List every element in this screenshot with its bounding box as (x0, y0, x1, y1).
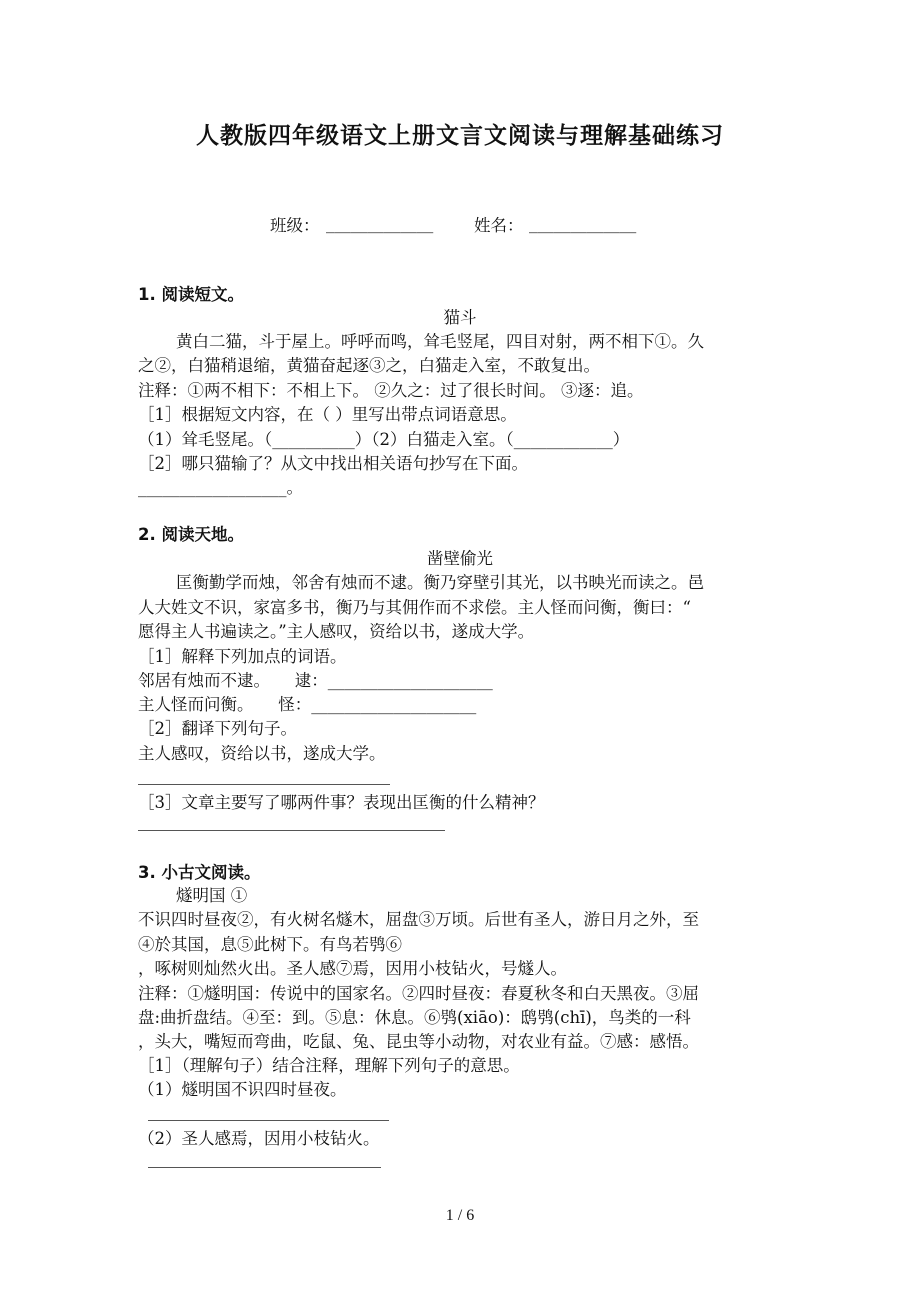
section3-note-line-1: 注释：①燧明国：传说中的国家名。②四时昼夜：春夏秋冬和白天黑夜。③屈 (138, 984, 699, 1003)
section3-question-1-item-1: （1）燧明国不识四时昼夜。 (138, 1080, 347, 1099)
section2-question-1-item-2: 主人怪而问衡。 怪：____________________ (138, 695, 477, 714)
class-blank: _____________ (326, 214, 434, 233)
name-blank: _____________ (529, 214, 637, 233)
section2-passage-title: 凿壁偷光 (427, 549, 493, 568)
section3-note-line-2: 盘:曲折盘结。④至：到。⑤息：休息。⑥鸮(xiāo)：鸱鸮(chī)，鸟类的一科 (138, 1008, 691, 1027)
section3-note-line-3: ，头大，嘴短而弯曲，吃鼠、兔、昆虫等小动物，对农业有益。⑦感：感悟。 (138, 1032, 699, 1051)
section1-heading: 1. 阅读短文。 (138, 285, 244, 304)
section2-heading: 2. 阅读天地。 (138, 525, 244, 544)
section1-passage-line-1: 黄白二猫，斗于屋上。呼呼而鸣，耸毛竖尾，四目对射，两不相下①。久 (176, 332, 704, 351)
section2-question-2: ［2］翻译下列句子。 (138, 719, 297, 738)
section1-passage-title: 猫斗 (443, 308, 477, 327)
section2-answer-line-1 (138, 784, 390, 785)
section2-question-1: ［1］解释下列加点的词语。 (138, 647, 347, 666)
section3-passage-line-2: ④於其国，息⑤此树下。有鸟若鸮⑥ (138, 935, 402, 954)
section3-question-1-item-2: （2）圣人感焉，因用小枝钻火。 (138, 1129, 380, 1148)
section1-question-1: ［1］根据短文内容，在（ ）里写出带点词语意思。 (138, 405, 517, 424)
section3-passage-line-1: 不识四时昼夜②，有火树名燧木，屈盘③万顷。后世有圣人，游日月之外，至 (138, 910, 699, 929)
section3-question-1: ［1］（理解句子）结合注释，理解下列句子的意思。 (138, 1056, 520, 1075)
section2-passage-line-2: 人大姓文不识，家富多书，衡乃与其佣作而不求偿。主人怪而问衡，衡曰：“ (138, 598, 691, 617)
section3-passage-line-3: ，啄树则灿然火出。圣人感⑦焉，因用小枝钻火，号燧人。 (138, 959, 567, 978)
section2-answer-line-2 (138, 830, 445, 831)
section3-answer-line-1 (148, 1120, 389, 1121)
section1-question-2: ［2］哪只猫输了？从文中找出相关语句抄写在下面。 (138, 454, 528, 473)
section1-question-1-items: （1）耸毛竖尾。（__________）（2）白猫走入室。（____________） (138, 430, 630, 449)
name-label: 姓名： (474, 216, 524, 235)
section2-passage-line-1: 匡衡勤学而烛，邻舍有烛而不逮。衡乃穿壁引其光，以书映光而读之。邑 (176, 573, 704, 592)
section3-passage-title: 燧明国 ① (176, 886, 248, 905)
section2-question-2-sentence: 主人感叹，资给以书，遂成大学。 (138, 744, 386, 763)
section1-passage-line-2: 之②，白猫稍退缩，黄猫奋起逐③之，白猫走入室，不敢复出。 (138, 356, 600, 375)
section2-question-3: ［3］文章主要写了哪两件事？表现出匡衡的什么精神？ (138, 793, 545, 812)
section1-note: 注释：①两不相下：不相上下。 ②久之：过了很长时间。 ③逐：追。 (138, 381, 644, 400)
section3-heading: 3. 小古文阅读。 (138, 863, 261, 882)
section3-answer-line-2 (148, 1167, 381, 1168)
page-title: 人教版四年级语文上册文言文阅读与理解基础练习 (196, 123, 724, 149)
section2-passage-line-3: 愿得主人书遍读之。”主人感叹，资给以书，遂成大学。 (138, 622, 535, 641)
class-label: 班级： (270, 216, 320, 235)
page-number: 1 / 6 (445, 1207, 475, 1224)
section1-question-2-blank: __________________。 (138, 478, 303, 497)
section2-question-1-item-1: 邻居有烛而不逮。 逮：____________________ (138, 671, 493, 690)
